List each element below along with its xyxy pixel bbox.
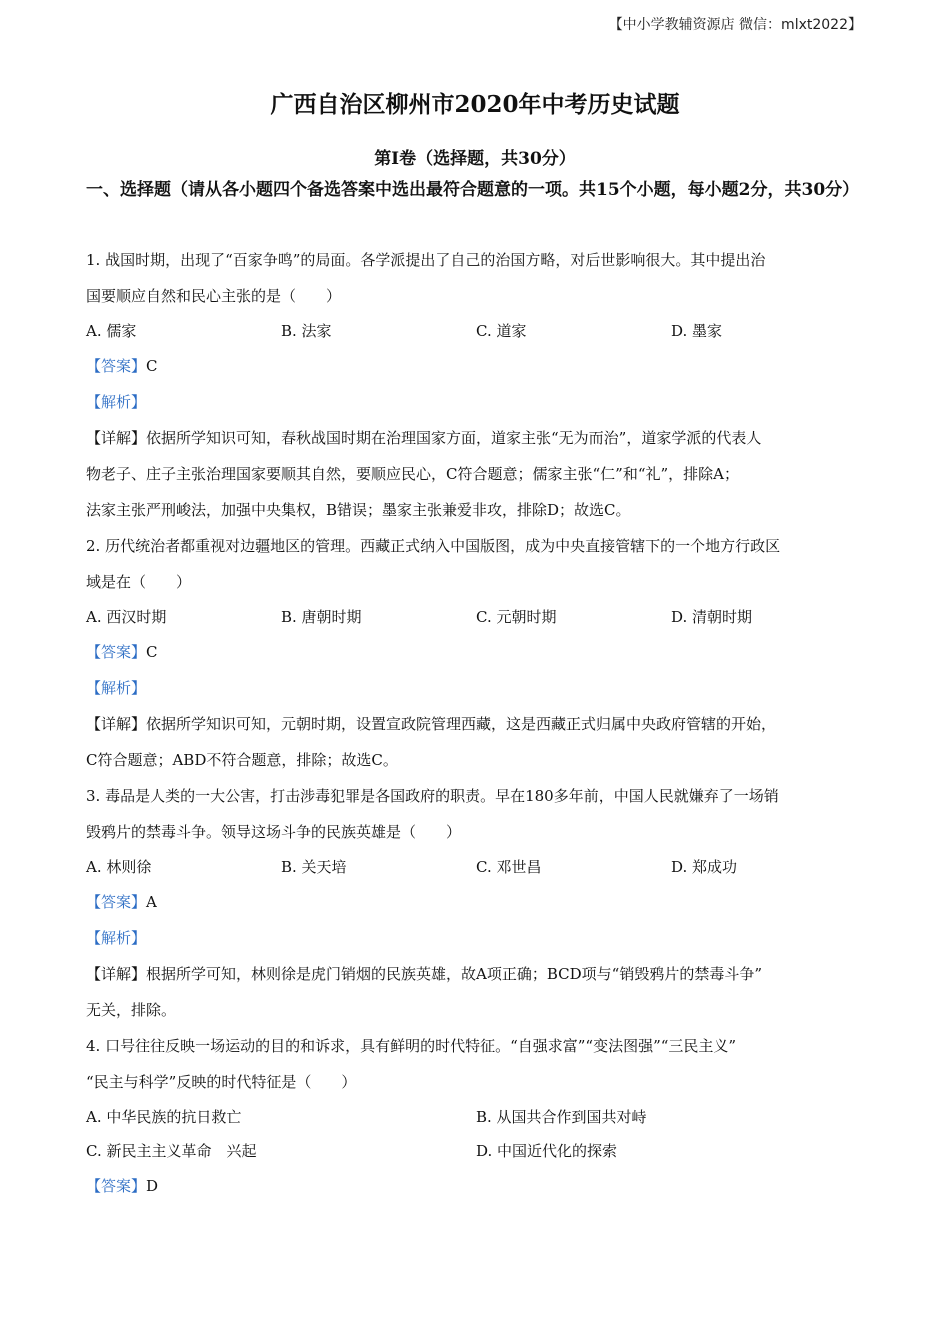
detail-line: 无关，排除。: [86, 1001, 177, 1019]
header-note: 【中小学教辅资源店 微信：mlxt2022】: [608, 17, 862, 33]
detail-tag: 【详解】: [86, 429, 147, 447]
answer-line: [86, 884, 876, 920]
detail-text: 根据所学可知，林则徐是虎门销烟的民族英雄，故A项正确；BCD项与“销毁鸦片的禁毒斗争”: [146, 965, 762, 983]
option-b: B. 法家: [281, 322, 332, 340]
option-c: C. 新民主主义革命 兴起: [86, 1142, 257, 1160]
question-3: [86, 778, 876, 1028]
question-stem-line: “民主与科学”反映的时代特征是（ ）: [86, 1073, 357, 1091]
question-stem-line: 毁鸦片的禁毒斗争。领导这场斗争的民族英雄是（ ）: [86, 823, 462, 841]
question-1: [86, 242, 876, 528]
option-d: D. 墨家: [671, 322, 723, 340]
answer-value: C: [146, 643, 158, 661]
option-d: D. 中国近代化的探索: [476, 1142, 618, 1160]
question-stem-line: 国要顺应自然和民心主张的是（ ）: [86, 287, 342, 305]
detail-tag: 【详解】: [86, 965, 147, 983]
analysis-tag: 【解析】: [86, 393, 147, 411]
option-c: C. 道家: [476, 322, 527, 340]
question-stem-line: 4. 口号往往反映一场运动的目的和诉求，具有鲜明的时代特征。“自强求富”“变法图强”“三民主义”: [86, 1037, 737, 1055]
detail-tag: 【详解】: [86, 715, 147, 733]
option-a: A. 林则徐: [86, 858, 152, 876]
option-c: C. 邓世昌: [476, 858, 542, 876]
question-stem-line: 域是在（ ）: [86, 573, 192, 591]
answer-value: C: [146, 357, 158, 375]
option-b: B. 关天培: [281, 858, 347, 876]
question-list: [86, 242, 876, 1204]
analysis-tag: 【解析】: [86, 929, 147, 947]
detail-line: [86, 956, 876, 992]
answer-value: D: [146, 1177, 159, 1195]
analysis-tag: 【解析】: [86, 679, 147, 697]
detail-line: [86, 706, 876, 742]
question-stem-line: 1. 战国时期，出现了“百家争鸣”的局面。各学派提出了自己的治国方略，对后世影响很大。其中提出治: [86, 251, 766, 269]
options-row: [86, 1134, 876, 1168]
answer-tag: 【答案】: [86, 643, 147, 661]
options-row: [86, 850, 876, 884]
options-row: [86, 1100, 876, 1134]
answer-tag: 【答案】: [86, 893, 147, 911]
options-row: [86, 314, 876, 348]
option-c: C. 元朝时期: [476, 608, 557, 626]
option-a: A. 中华民族的抗日救亡: [86, 1108, 242, 1126]
option-d: D. 清朝时期: [671, 608, 753, 626]
answer-line: [86, 1168, 876, 1204]
page-title: 广西自治区柳州市2020年中考历史试题: [270, 91, 680, 118]
option-d: D. 郑成功: [671, 858, 738, 876]
detail-text: 依据所学知识可知，春秋战国时期在治理国家方面，道家主张“无为而治”，道家学派的代表人: [146, 429, 762, 447]
option-b: B. 唐朝时期: [281, 608, 362, 626]
answer-line: [86, 634, 876, 670]
question-stem-line: 3. 毒品是人类的一大公害，打击涉毒犯罪是各国政府的职责。早在180多年前，中国人民就嫌弃了一场销: [86, 787, 779, 805]
section-subtitle: 第Ⅰ卷（选择题，共30分）: [374, 149, 576, 169]
detail-line: 法家主张严刑峻法，加强中央集权，B错误；墨家主张兼爱非攻，排除D；故选C。: [86, 501, 631, 519]
section-heading: 一、选择题（请从各小题四个备选答案中选出最符合题意的一项。共15个小题，每小题2分，共30分）: [86, 180, 860, 200]
question-2: [86, 528, 876, 778]
detail-line: 物老子、庄子主张治理国家要顺其自然，要顺应民心，C符合题意；儒家主张“仁”和“礼”，排除A；: [86, 465, 739, 483]
question-4: [86, 1028, 876, 1204]
options-row: [86, 600, 876, 634]
option-b: B. 从国共合作到国共对峙: [476, 1108, 647, 1126]
detail-line: [86, 420, 876, 456]
answer-value: A: [146, 893, 157, 911]
answer-tag: 【答案】: [86, 1177, 147, 1195]
answer-line: [86, 348, 876, 384]
question-stem-line: 2. 历代统治者都重视对边疆地区的管理。西藏正式纳入中国版图，成为中央直接管辖下的一个地方行政区: [86, 537, 781, 555]
answer-tag: 【答案】: [86, 357, 147, 375]
option-a: A. 西汉时期: [86, 608, 167, 626]
detail-text: 依据所学知识可知，元朝时期，设置宣政院管理西藏，这是西藏正式归属中央政府管辖的开始，: [146, 715, 777, 733]
option-a: A. 儒家: [86, 322, 137, 340]
detail-line: C符合题意；ABD不符合题意，排除；故选C。: [86, 751, 398, 769]
